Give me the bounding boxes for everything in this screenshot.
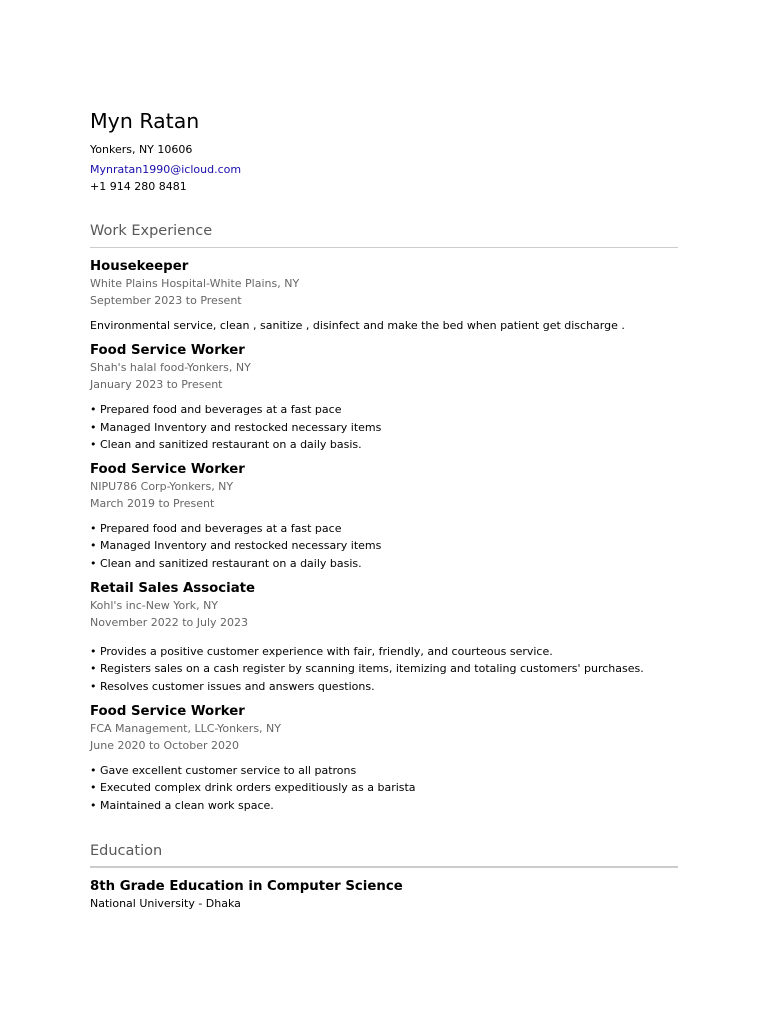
job-description — [90, 762, 678, 814]
job-company: FCA Management, LLC-Yonkers, NY — [90, 721, 281, 735]
job-description-line: • Provides a positive customer experience with fair, friendly, and courteous service. — [90, 645, 553, 659]
job-title: Retail Sales Associate — [90, 581, 256, 597]
address: Yonkers, NY 10606 — [90, 143, 193, 156]
job-company: Shah's halal food-Yonkers, NY — [90, 361, 251, 375]
job-dates: January 2023 to Present — [90, 378, 223, 392]
job-description-line: • Clean and sanitized restaurant on a daily basis. — [90, 437, 362, 451]
phone: +1 914 280 8481 — [90, 180, 187, 193]
job-description-line: Environmental service, clean , sanitize , disinfect and make the bed when patient get discharge . — [90, 319, 625, 332]
work-experience-section — [90, 221, 678, 814]
job-description-line: • Registers sales on a cash register by scanning items, itemizing and totaling customers' purchases. — [90, 662, 644, 676]
job-company: Kohl's inc-New York, NY — [90, 599, 219, 613]
job-dates: March 2019 to Present — [90, 497, 215, 511]
education-section — [90, 841, 678, 912]
candidate-name: Myn Ratan — [90, 109, 200, 133]
job-description — [90, 317, 678, 334]
job-description-line: • Resolves customer issues and answers questions. — [90, 679, 375, 693]
job-description — [90, 401, 678, 453]
job-description-line: • Clean and sanitized restaurant on a daily basis. — [90, 556, 362, 570]
job-company: White Plains Hospital-White Plains, NY — [90, 277, 300, 290]
resume-header — [90, 108, 678, 195]
degree-title: 8th Grade Education in Computer Science — [90, 878, 403, 894]
education-entry — [90, 878, 678, 912]
school-name: National University - Dhaka — [90, 896, 241, 910]
work-experience-heading: Work Experience — [90, 221, 678, 248]
job-description-line: • Prepared food and beverages at a fast pace — [90, 522, 342, 536]
education-heading: Education — [90, 841, 678, 868]
job-description-line: • Managed Inventory and restocked necessary items — [90, 539, 382, 553]
job-description-line: • Executed complex drink orders expeditiously as a barista — [90, 781, 416, 795]
job-title: Food Service Worker — [90, 462, 245, 478]
job-title: Housekeeper — [90, 259, 189, 274]
job-entry — [90, 580, 678, 695]
job-title: Food Service Worker — [90, 703, 245, 719]
job-entry — [90, 703, 678, 814]
job-title: Food Service Worker — [90, 343, 245, 359]
job-description-line: • Prepared food and beverages at a fast pace — [90, 403, 342, 417]
job-description-line: • Managed Inventory and restocked necessary items — [90, 420, 382, 434]
job-entry — [90, 258, 678, 334]
email-link[interactable]: Mynratan1990@icloud.com — [90, 163, 242, 176]
job-description — [90, 520, 678, 572]
job-dates: June 2020 to October 2020 — [90, 738, 239, 752]
job-description-line: • Maintained a clean work space. — [90, 798, 274, 812]
job-entry — [90, 342, 678, 453]
job-description — [90, 643, 678, 695]
job-description-line: • Gave excellent customer service to all patrons — [90, 763, 357, 777]
job-company: NIPU786 Corp-Yonkers, NY — [90, 480, 234, 494]
job-entry — [90, 461, 678, 572]
job-dates: September 2023 to Present — [90, 294, 242, 307]
job-dates: November 2022 to July 2023 — [90, 616, 249, 630]
